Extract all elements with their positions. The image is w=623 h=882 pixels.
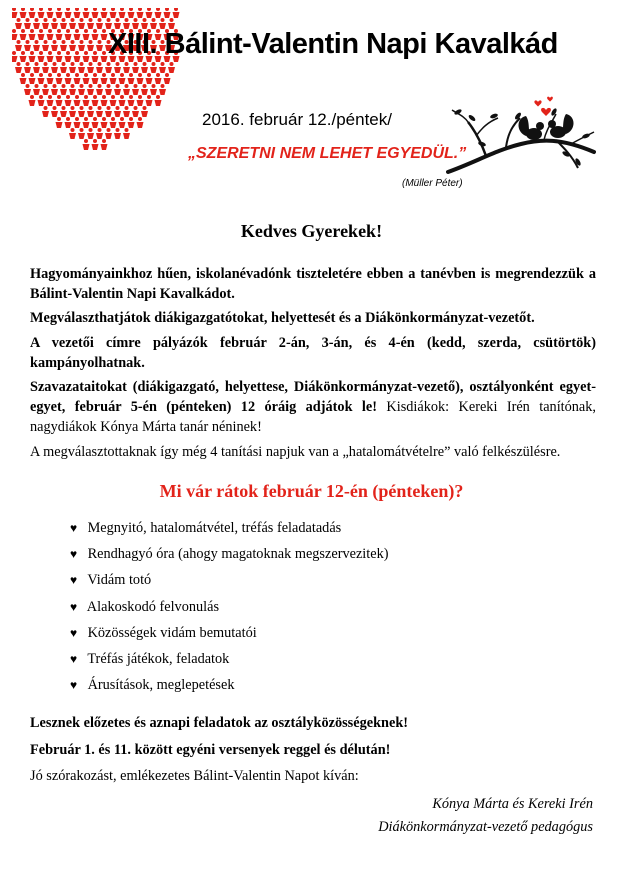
- footer-tasks: Lesznek előzetes és aznapi feladatok az osztályközösségeknek!: [30, 715, 409, 731]
- list-item: [70, 623, 389, 649]
- heart-bullet-icon: ♥: [70, 521, 78, 535]
- motto-author: (Müller Péter): [402, 178, 463, 189]
- heart-bullet-icon: ♥: [70, 678, 78, 693]
- paragraph-preparation: A megválasztottaknak így még 4 tanítási napjuk van a „hatalomátvételre” való felkészülésre.: [30, 444, 561, 460]
- heart-bullet-icon: ♥: [70, 547, 78, 562]
- list-item: [70, 675, 389, 701]
- list-item: [70, 570, 389, 596]
- list-item-label: Árusítások, meglepetések: [87, 677, 235, 694]
- list-item: [70, 597, 389, 623]
- motto-quote: „SZERETNI NEM LEHET EGYEDÜL.”: [188, 145, 467, 162]
- footer-competitions: Február 1. és 11. között egyéni versenyek reggel és délután!: [30, 742, 391, 758]
- program-heading: Mi vár rátok február 12-én (pénteken)?: [159, 481, 464, 501]
- program-list: [70, 518, 389, 701]
- heart-bullet-icon: ♥: [70, 625, 78, 640]
- heart-bullet-icon: ♥: [70, 573, 78, 588]
- list-item: [70, 649, 389, 675]
- list-item: [70, 518, 389, 544]
- signature-names: Kónya Márta és Kereki Irén: [432, 796, 593, 812]
- list-item-label: Alakoskodó felvonulás: [86, 598, 220, 615]
- list-item-label: Vidám totó: [87, 572, 152, 589]
- paragraph-campaign: A vezetői címre pályázók február 2-án, 3-án, és 4-én (kedd, szerda, csütörtök) kampányolhatnak.: [30, 335, 596, 371]
- paragraph-intro: Hagyományainkhoz hűen, iskolanévadónk tiszteletére ebben a tanévben is megrendezzük a Bálint-Valentin Napi Kavalkádot.: [30, 266, 596, 302]
- heart-bullet-icon: ♥: [70, 599, 78, 614]
- voting-normal-text: Kisdiákok: Kereki Irén tanítónak, nagydiákok Kónya Márta tanár néninek!: [30, 399, 596, 435]
- paragraph-voting: [30, 377, 596, 437]
- event-date: 2016. február 12./péntek/: [202, 110, 392, 129]
- list-item-label: Közösségek vidám bemutatói: [87, 624, 257, 641]
- paragraph-election: Megválaszthatjátok diákigazgatótokat, helyettesét és a Diákönkormányzat-vezetőt.: [30, 310, 535, 326]
- page-title: XIII. Bálint-Valentin Napi Kavalkád: [108, 28, 558, 60]
- heart-bullet-icon: ♥: [70, 651, 78, 666]
- branch-squirrel-icon: [446, 92, 596, 178]
- voting-bold-text: Szavazataitokat (diákigazgató, helyettese, Diákönkormányzat-vezető), osztályonként egyet-egyet, február 5-én (pénteken) 12 óráig adjátok le!: [30, 379, 596, 415]
- list-item-label: Rendhagyó óra (ahogy magatoknak megszervezitek): [87, 546, 389, 563]
- list-item-label: Megnyitó, hatalomátvétel, tréfás feladatadás: [87, 520, 342, 536]
- list-item: [70, 544, 389, 570]
- greeting-heading: Kedves Gyerekek!: [240, 221, 383, 241]
- list-item-label: Tréfás játékok, feladatok: [87, 650, 230, 667]
- footer-wishes: Jó szórakozást, emlékezetes Bálint-Valentin Napot kíván:: [30, 768, 359, 784]
- signature-role: Diákönkormányzat-vezető pedagógus: [378, 819, 593, 835]
